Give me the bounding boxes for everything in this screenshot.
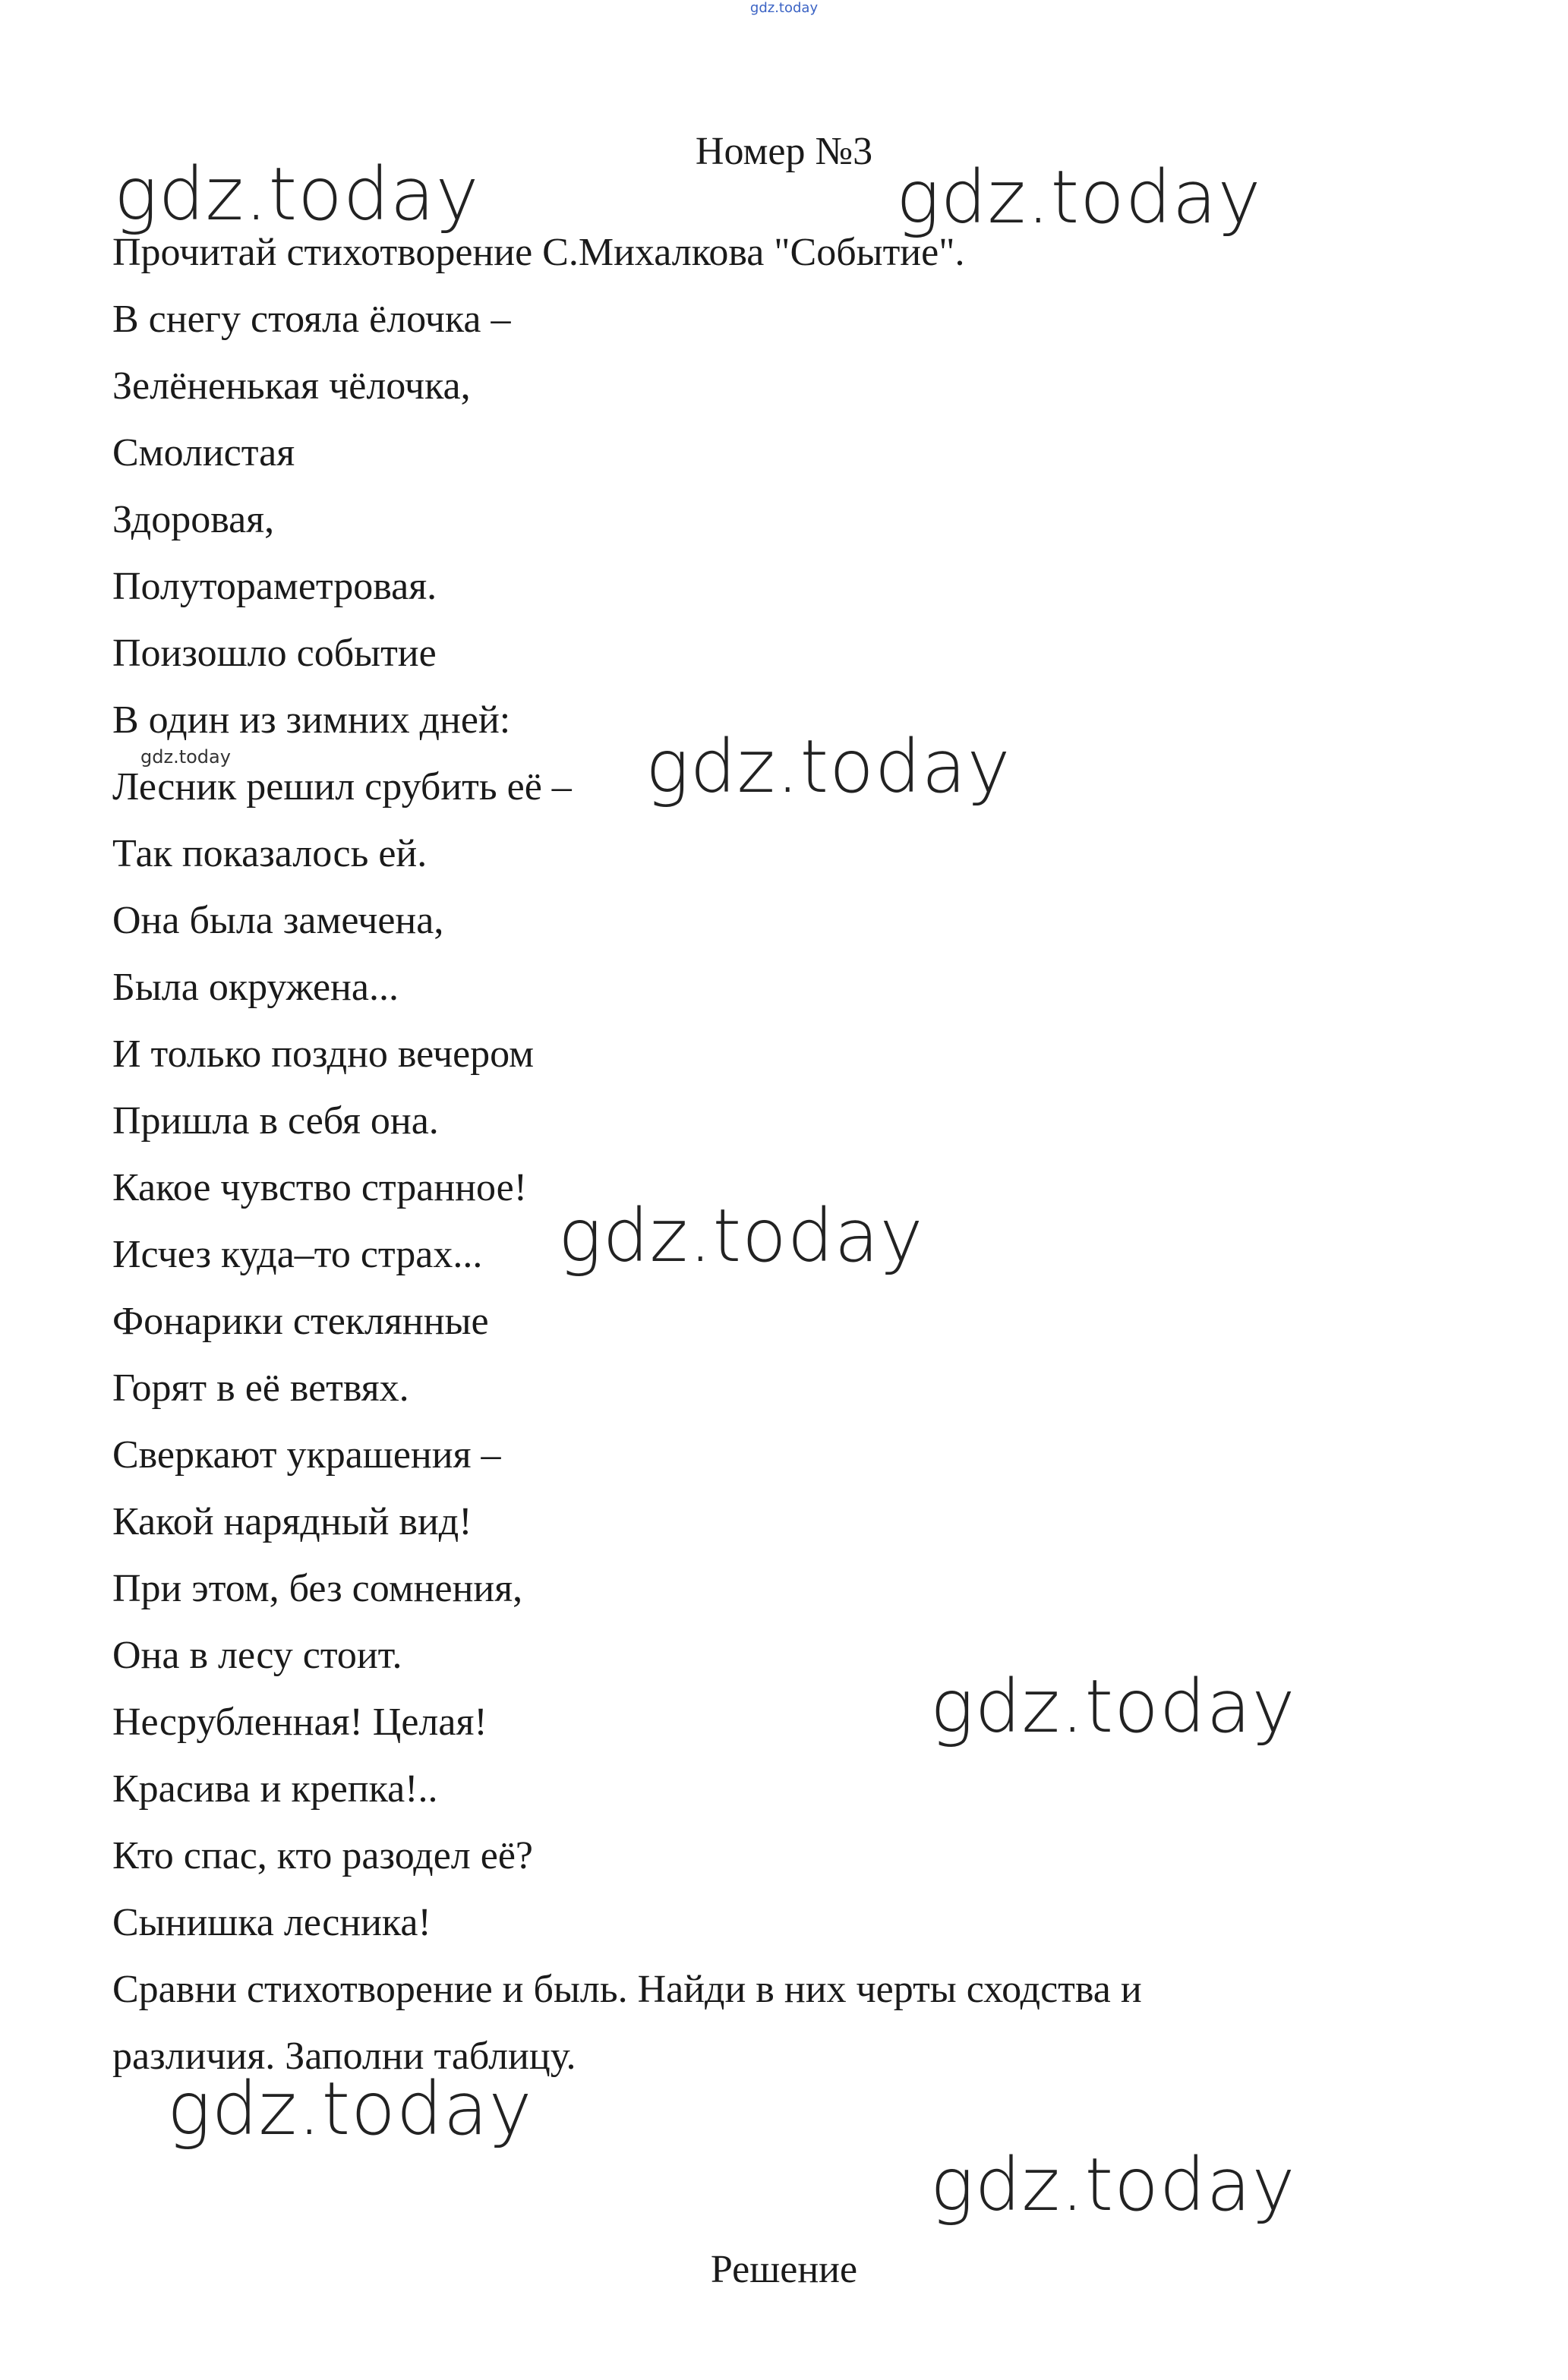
watermark: gdz.today bbox=[930, 2142, 1296, 2227]
watermark: gdz.today bbox=[645, 724, 1011, 809]
poem-line: Какой нарядный вид! bbox=[112, 1500, 472, 1543]
poem-line: В один из зимних дней: bbox=[112, 698, 511, 742]
watermark: gdz.today bbox=[558, 1193, 924, 1278]
poem-line: Поизошло событие bbox=[112, 632, 437, 675]
poem-line: Пришла в себя она. bbox=[112, 1099, 439, 1143]
poem-line: Лесник решил срубить её – bbox=[112, 765, 572, 809]
poem-line: Зелёненькая чёлочка, bbox=[112, 364, 471, 408]
poem-line: Несрубленная! Целая! bbox=[112, 1701, 487, 1744]
poem-line: В снегу стояла ёлочка – bbox=[112, 298, 511, 341]
poem-line: Смолистая bbox=[112, 431, 295, 474]
watermark: gdz.today bbox=[114, 152, 480, 237]
poem-line: Была окружена... bbox=[112, 966, 399, 1009]
watermark: gdz.today bbox=[167, 2066, 533, 2151]
poem-line: Кто спас, кто разодел её? bbox=[112, 1834, 533, 1877]
poem-line: Какое чувство странное! bbox=[112, 1166, 528, 1209]
task-intro: Прочитай стихотворение С.Михалкова "Событие". bbox=[112, 231, 965, 274]
poem-line: Горят в её ветвях. bbox=[112, 1367, 409, 1410]
poem-line: При этом, без сомнения, bbox=[112, 1567, 523, 1610]
solution-heading: Решение bbox=[710, 2248, 858, 2291]
poem-line: Полутораметровая. bbox=[112, 565, 437, 608]
watermark: gdz.today bbox=[896, 155, 1262, 240]
watermark-small: gdz.today bbox=[140, 746, 231, 768]
poem-line: Она была замечена, bbox=[112, 899, 444, 942]
poem-line: Сверкают украшения – bbox=[112, 1433, 501, 1477]
poem-line: Она в лесу стоит. bbox=[112, 1634, 402, 1677]
site-mark: gdz.today bbox=[749, 0, 819, 16]
poem-line: Здоровая, bbox=[112, 498, 275, 541]
poem-line: Красива и крепка!.. bbox=[112, 1767, 438, 1811]
poem-line: Исчез куда–то страх... bbox=[112, 1233, 483, 1276]
poem-line: Сынишка лесника! bbox=[112, 1901, 431, 1944]
page-title: Номер №3 bbox=[695, 130, 873, 173]
poem-line: Так показалось ей. bbox=[112, 832, 427, 875]
instruction-line: различия. Заполни таблицу. bbox=[112, 2035, 576, 2078]
poem-line: Фонарики стеклянные bbox=[112, 1300, 489, 1343]
poem-line: И только поздно вечером bbox=[112, 1032, 535, 1076]
instruction-line: Сравни стихотворение и быль. Найди в них черты сходства и bbox=[112, 1968, 1142, 2011]
watermark: gdz.today bbox=[930, 1664, 1296, 1749]
